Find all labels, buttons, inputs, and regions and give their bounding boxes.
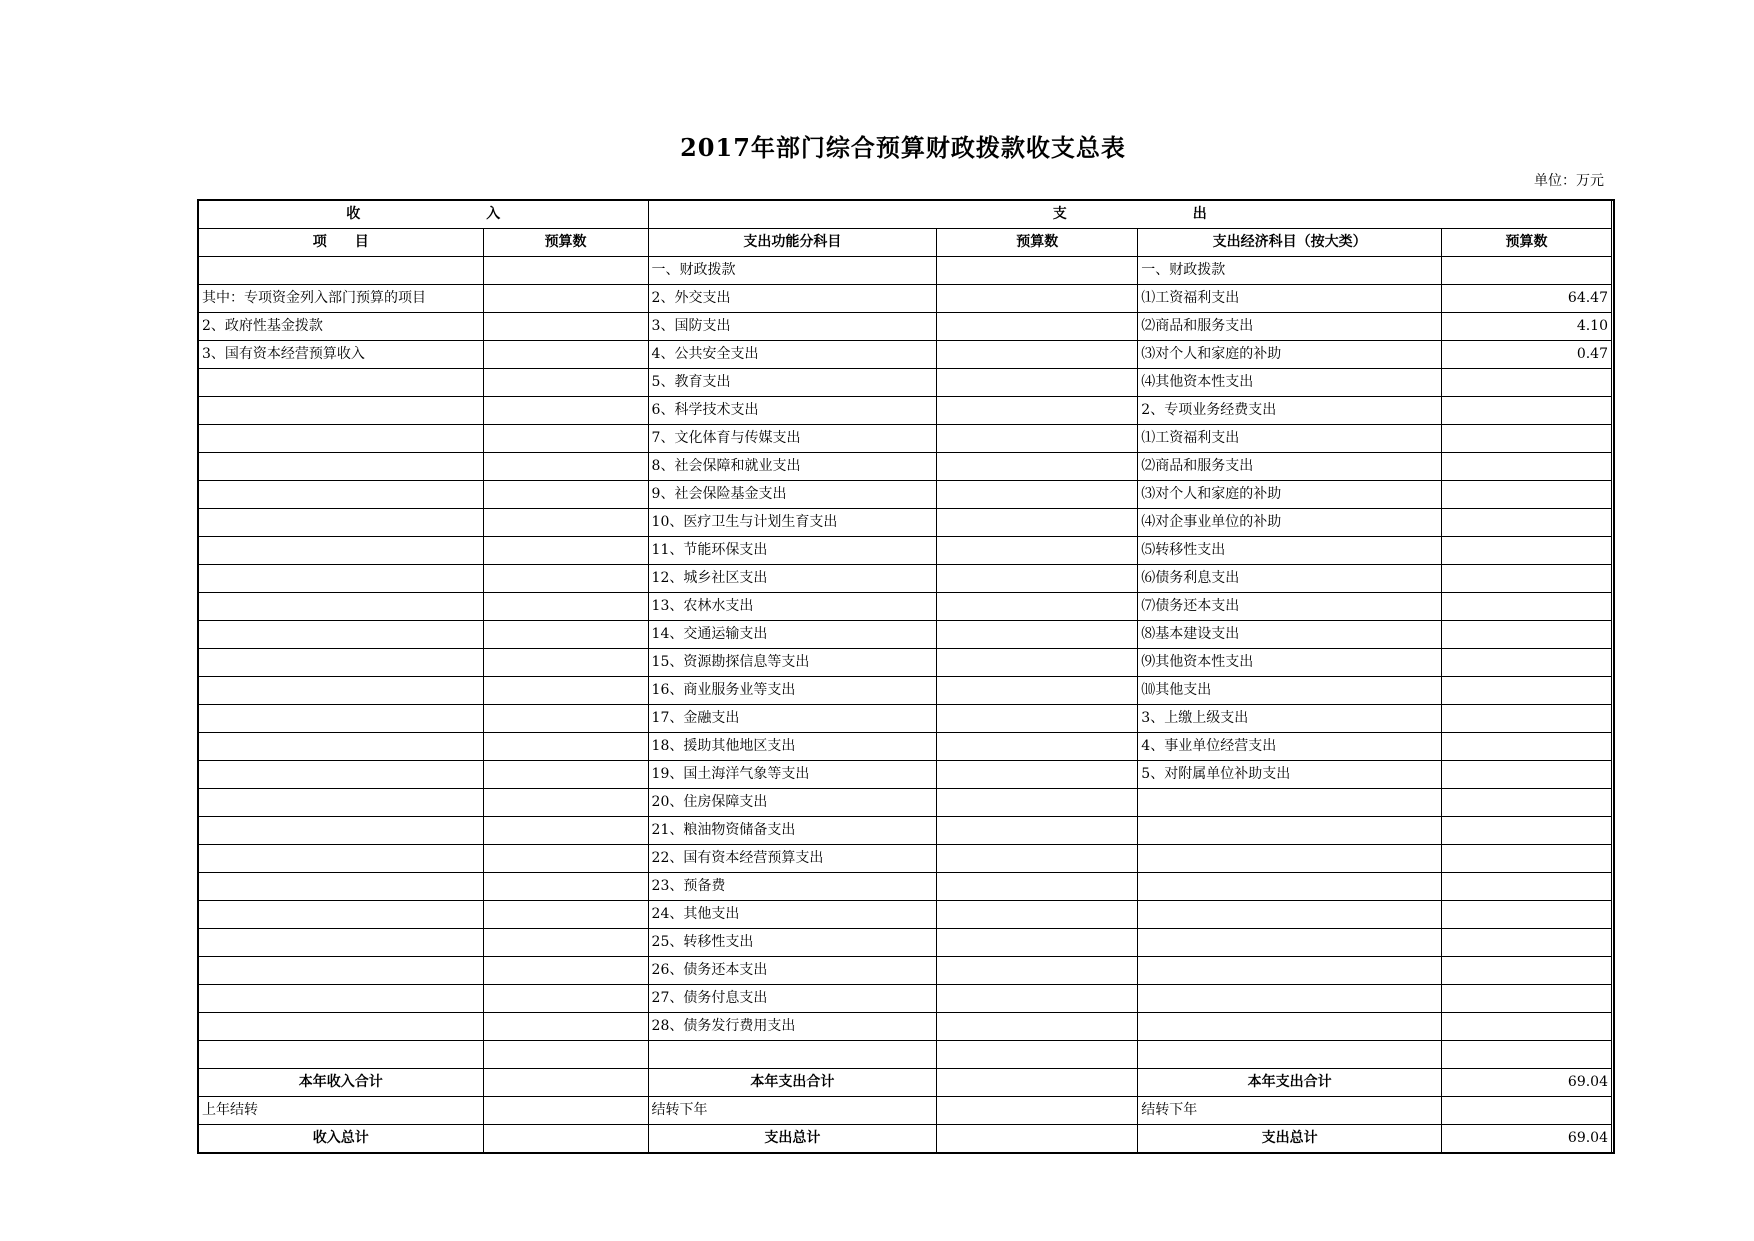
func-budget-cell (937, 481, 1138, 509)
econ-budget-cell (1442, 761, 1612, 789)
func-budget-cell (937, 1041, 1138, 1069)
func-item-cell: 10、医疗卫生与计划生育支出 (648, 509, 937, 537)
func-budget-cell (937, 509, 1138, 537)
table-row (199, 1013, 1612, 1041)
econ-budget-cell (1442, 1041, 1612, 1069)
econ-item-cell (1138, 957, 1442, 985)
income-item-cell (199, 425, 484, 453)
econ-budget-cell (1442, 985, 1612, 1013)
income-item-cell (199, 369, 484, 397)
econ-budget-cell (1442, 593, 1612, 621)
func-item-cell: 8、社会保障和就业支出 (648, 453, 937, 481)
econ-item-cell: ⑸转移性支出 (1138, 537, 1442, 565)
income-budget-cell (483, 1013, 648, 1041)
table-row (199, 537, 1612, 565)
table-row (199, 817, 1612, 845)
col-econ-header: 支出经济科目（按大类） (1138, 229, 1442, 257)
func-budget-cell (937, 565, 1138, 593)
econ-budget-cell (1442, 901, 1612, 929)
income-budget-cell (483, 593, 648, 621)
income-budget-cell (483, 509, 648, 537)
grand-expense-econ-total-value: 69.04 (1442, 1125, 1612, 1153)
func-budget-cell (937, 453, 1138, 481)
totals-row (199, 1097, 1612, 1125)
func-budget-cell (937, 705, 1138, 733)
func-item-cell: 21、粮油物资储备支出 (648, 817, 937, 845)
income-budget-cell (483, 929, 648, 957)
func-budget-cell (937, 677, 1138, 705)
func-budget-cell (937, 873, 1138, 901)
carry-out-econ-value (1442, 1097, 1612, 1125)
table-row (199, 677, 1612, 705)
econ-item-cell: ⑼其他资本性支出 (1138, 649, 1442, 677)
income-item-cell (199, 257, 484, 285)
table-row (199, 397, 1612, 425)
table-row (199, 369, 1612, 397)
table-row (199, 901, 1612, 929)
income-budget-cell (483, 705, 648, 733)
income-budget-cell (483, 957, 648, 985)
econ-item-cell (1138, 817, 1442, 845)
econ-item-cell: 5、对附属单位补助支出 (1138, 761, 1442, 789)
econ-item-cell: 3、上缴上级支出 (1138, 705, 1442, 733)
income-item-cell (199, 789, 484, 817)
econ-budget-cell (1442, 677, 1612, 705)
table-row (199, 705, 1612, 733)
func-item-cell (648, 1041, 937, 1069)
income-item-cell (199, 817, 484, 845)
table-row (199, 957, 1612, 985)
year-expense-func-total-value (937, 1069, 1138, 1097)
econ-item-cell: ⑹债务利息支出 (1138, 565, 1442, 593)
func-item-cell: 24、其他支出 (648, 901, 937, 929)
func-item-cell: 28、债务发行费用支出 (648, 1013, 937, 1041)
func-item-cell: 22、国有资本经营预算支出 (648, 845, 937, 873)
income-item-cell (199, 621, 484, 649)
year-expense-func-total-label: 本年支出合计 (648, 1069, 937, 1097)
func-item-cell: 12、城乡社区支出 (648, 565, 937, 593)
econ-budget-cell (1442, 929, 1612, 957)
income-item-cell: 3、国有资本经营预算收入 (199, 341, 484, 369)
carry-out-func-value (937, 1097, 1138, 1125)
income-item-cell (199, 845, 484, 873)
func-item-cell: 7、文化体育与传媒支出 (648, 425, 937, 453)
grand-income-total-value (483, 1125, 648, 1153)
table-row (199, 1041, 1612, 1069)
table-row (199, 873, 1612, 901)
func-item-cell: 11、节能环保支出 (648, 537, 937, 565)
econ-item-cell (1138, 789, 1442, 817)
econ-item-cell: 一、财政拨款 (1138, 257, 1442, 285)
func-budget-cell (937, 733, 1138, 761)
income-item-cell (199, 509, 484, 537)
func-item-cell: 6、科学技术支出 (648, 397, 937, 425)
table-row (199, 985, 1612, 1013)
func-item-cell: 20、住房保障支出 (648, 789, 937, 817)
table-row (199, 453, 1612, 481)
func-item-cell: 27、债务付息支出 (648, 985, 937, 1013)
func-budget-cell (937, 369, 1138, 397)
func-item-cell: 18、援助其他地区支出 (648, 733, 937, 761)
income-budget-cell (483, 761, 648, 789)
income-item-cell (199, 761, 484, 789)
func-budget-cell (937, 929, 1138, 957)
econ-item-cell (1138, 901, 1442, 929)
econ-item-cell: ⑵商品和服务支出 (1138, 313, 1442, 341)
income-budget-cell (483, 901, 648, 929)
income-item-cell (199, 901, 484, 929)
income-item-cell (199, 929, 484, 957)
income-item-cell: 其中：专项资金列入部门预算的项目 (199, 285, 484, 313)
income-budget-cell (483, 453, 648, 481)
totals-row (199, 1125, 1612, 1153)
func-item-cell: 4、公共安全支出 (648, 341, 937, 369)
carry-out-econ-label: 结转下年 (1138, 1097, 1442, 1125)
econ-item-cell: ⑷对企事业单位的补助 (1138, 509, 1442, 537)
func-item-cell: 16、商业服务业等支出 (648, 677, 937, 705)
income-budget-cell (483, 621, 648, 649)
income-budget-cell (483, 1041, 648, 1069)
func-item-cell: 15、资源勘探信息等支出 (648, 649, 937, 677)
econ-budget-cell (1442, 397, 1612, 425)
header-group-row (199, 201, 1612, 229)
func-item-cell: 3、国防支出 (648, 313, 937, 341)
income-budget-cell (483, 985, 648, 1013)
func-budget-cell (937, 593, 1138, 621)
income-budget-cell (483, 425, 648, 453)
func-item-cell: 9、社会保险基金支出 (648, 481, 937, 509)
income-budget-cell (483, 369, 648, 397)
func-item-cell: 一、财政拨款 (648, 257, 937, 285)
table-row (199, 649, 1612, 677)
income-budget-cell (483, 341, 648, 369)
func-budget-cell (937, 285, 1138, 313)
table-row (199, 789, 1612, 817)
income-item-cell (199, 677, 484, 705)
year-expense-econ-total-value: 69.04 (1442, 1069, 1612, 1097)
func-budget-cell (937, 789, 1138, 817)
table-row (199, 845, 1612, 873)
income-group-header: 收 入 (199, 201, 649, 229)
income-budget-cell (483, 677, 648, 705)
econ-item-cell: ⑶对个人和家庭的补助 (1138, 341, 1442, 369)
func-budget-cell (937, 1013, 1138, 1041)
income-budget-cell (483, 285, 648, 313)
expense-group-header: 支 出 (648, 201, 1611, 229)
econ-budget-cell (1442, 257, 1612, 285)
col-item-header: 项 目 (199, 229, 484, 257)
carry-in-label: 上年结转 (199, 1097, 484, 1125)
income-item-cell (199, 873, 484, 901)
grand-expense-func-total-value (937, 1125, 1138, 1153)
income-item-cell (199, 957, 484, 985)
year-income-total-value (483, 1069, 648, 1097)
econ-budget-cell (1442, 957, 1612, 985)
func-item-cell: 17、金融支出 (648, 705, 937, 733)
econ-item-cell: ⑴工资福利支出 (1138, 425, 1442, 453)
econ-item-cell (1138, 873, 1442, 901)
table-row (199, 509, 1612, 537)
grand-expense-econ-total-label: 支出总计 (1138, 1125, 1442, 1153)
econ-budget-cell (1442, 537, 1612, 565)
func-item-cell: 26、债务还本支出 (648, 957, 937, 985)
econ-item-cell (1138, 929, 1442, 957)
econ-budget-cell (1442, 481, 1612, 509)
income-budget-cell (483, 313, 648, 341)
table-row (199, 285, 1612, 313)
header-column-row (199, 229, 1612, 257)
totals-row (199, 1069, 1612, 1097)
func-budget-cell (937, 817, 1138, 845)
econ-item-cell: 2、专项业务经费支出 (1138, 397, 1442, 425)
income-budget-cell (483, 789, 648, 817)
econ-item-cell (1138, 1041, 1442, 1069)
table-row (199, 621, 1612, 649)
func-item-cell: 19、国土海洋气象等支出 (648, 761, 937, 789)
year-income-total-label: 本年收入合计 (199, 1069, 484, 1097)
econ-item-cell: ⑴工资福利支出 (1138, 285, 1442, 313)
econ-budget-cell (1442, 1013, 1612, 1041)
econ-item-cell (1138, 845, 1442, 873)
func-budget-cell (937, 957, 1138, 985)
econ-budget-cell (1442, 845, 1612, 873)
income-item-cell (199, 481, 484, 509)
econ-budget-cell (1442, 425, 1612, 453)
econ-item-cell: ⑽其他支出 (1138, 677, 1442, 705)
econ-budget-cell: 64.47 (1442, 285, 1612, 313)
table-row (199, 257, 1612, 285)
income-item-cell (199, 397, 484, 425)
table-row (199, 929, 1612, 957)
econ-budget-cell (1442, 733, 1612, 761)
func-item-cell: 23、预备费 (648, 873, 937, 901)
econ-budget-cell (1442, 873, 1612, 901)
income-item-cell (199, 537, 484, 565)
econ-budget-cell (1442, 453, 1612, 481)
income-item-cell (199, 593, 484, 621)
func-budget-cell (937, 537, 1138, 565)
income-item-cell (199, 649, 484, 677)
income-budget-cell (483, 733, 648, 761)
income-item-cell (199, 1041, 484, 1069)
col-budget-func-header: 预算数 (937, 229, 1138, 257)
carry-out-func-label: 结转下年 (648, 1097, 937, 1125)
income-budget-cell (483, 257, 648, 285)
table-row (199, 733, 1612, 761)
econ-budget-cell (1442, 817, 1612, 845)
table-row (199, 313, 1612, 341)
col-func-header: 支出功能分科目 (648, 229, 937, 257)
func-budget-cell (937, 761, 1138, 789)
income-budget-cell (483, 537, 648, 565)
income-item-cell (199, 453, 484, 481)
func-budget-cell (937, 985, 1138, 1013)
econ-budget-cell (1442, 649, 1612, 677)
func-budget-cell (937, 425, 1138, 453)
func-budget-cell (937, 649, 1138, 677)
income-item-cell (199, 705, 484, 733)
econ-budget-cell: 4.10 (1442, 313, 1612, 341)
table-row (199, 565, 1612, 593)
page-title: 2017年部门综合预算财政拨款收支总表 (680, 133, 1126, 162)
econ-item-cell: ⑻基本建设支出 (1138, 621, 1442, 649)
table-row (199, 425, 1612, 453)
func-item-cell: 2、外交支出 (648, 285, 937, 313)
econ-item-cell (1138, 985, 1442, 1013)
func-budget-cell (937, 901, 1138, 929)
table-row (199, 593, 1612, 621)
econ-item-cell (1138, 1013, 1442, 1041)
func-budget-cell (937, 257, 1138, 285)
econ-budget-cell: 0.47 (1442, 341, 1612, 369)
income-item-cell: 2、政府性基金拨款 (199, 313, 484, 341)
func-item-cell: 5、教育支出 (648, 369, 937, 397)
grand-expense-func-total-label: 支出总计 (648, 1125, 937, 1153)
income-budget-cell (483, 817, 648, 845)
income-budget-cell (483, 649, 648, 677)
col-budget-income-header: 预算数 (483, 229, 648, 257)
year-expense-econ-total-label: 本年支出合计 (1138, 1069, 1442, 1097)
econ-item-cell: ⑺债务还本支出 (1138, 593, 1442, 621)
econ-budget-cell (1442, 509, 1612, 537)
income-budget-cell (483, 565, 648, 593)
econ-budget-cell (1442, 705, 1612, 733)
func-item-cell: 13、农林水支出 (648, 593, 937, 621)
carry-in-value (483, 1097, 648, 1125)
func-budget-cell (937, 621, 1138, 649)
col-budget-econ-header: 预算数 (1442, 229, 1612, 257)
econ-item-cell: ⑵商品和服务支出 (1138, 453, 1442, 481)
econ-budget-cell (1442, 565, 1612, 593)
func-budget-cell (937, 341, 1138, 369)
econ-item-cell: 4、事业单位经营支出 (1138, 733, 1442, 761)
func-item-cell: 25、转移性支出 (648, 929, 937, 957)
func-budget-cell (937, 845, 1138, 873)
table-row (199, 481, 1612, 509)
income-budget-cell (483, 845, 648, 873)
income-item-cell (199, 565, 484, 593)
econ-budget-cell (1442, 369, 1612, 397)
func-item-cell: 14、交通运输支出 (648, 621, 937, 649)
unit-label: 单位：万元 (1534, 173, 1604, 189)
income-item-cell (199, 985, 484, 1013)
income-item-cell (199, 1013, 484, 1041)
econ-item-cell: ⑷其他资本性支出 (1138, 369, 1442, 397)
func-budget-cell (937, 313, 1138, 341)
econ-budget-cell (1442, 789, 1612, 817)
income-item-cell (199, 733, 484, 761)
grand-income-total-label: 收入总计 (199, 1125, 484, 1153)
budget-table (198, 200, 1612, 1153)
table-row (199, 761, 1612, 789)
econ-item-cell: ⑶对个人和家庭的补助 (1138, 481, 1442, 509)
income-budget-cell (483, 481, 648, 509)
table-row (199, 341, 1612, 369)
func-budget-cell (937, 397, 1138, 425)
income-budget-cell (483, 873, 648, 901)
econ-budget-cell (1442, 621, 1612, 649)
income-budget-cell (483, 397, 648, 425)
